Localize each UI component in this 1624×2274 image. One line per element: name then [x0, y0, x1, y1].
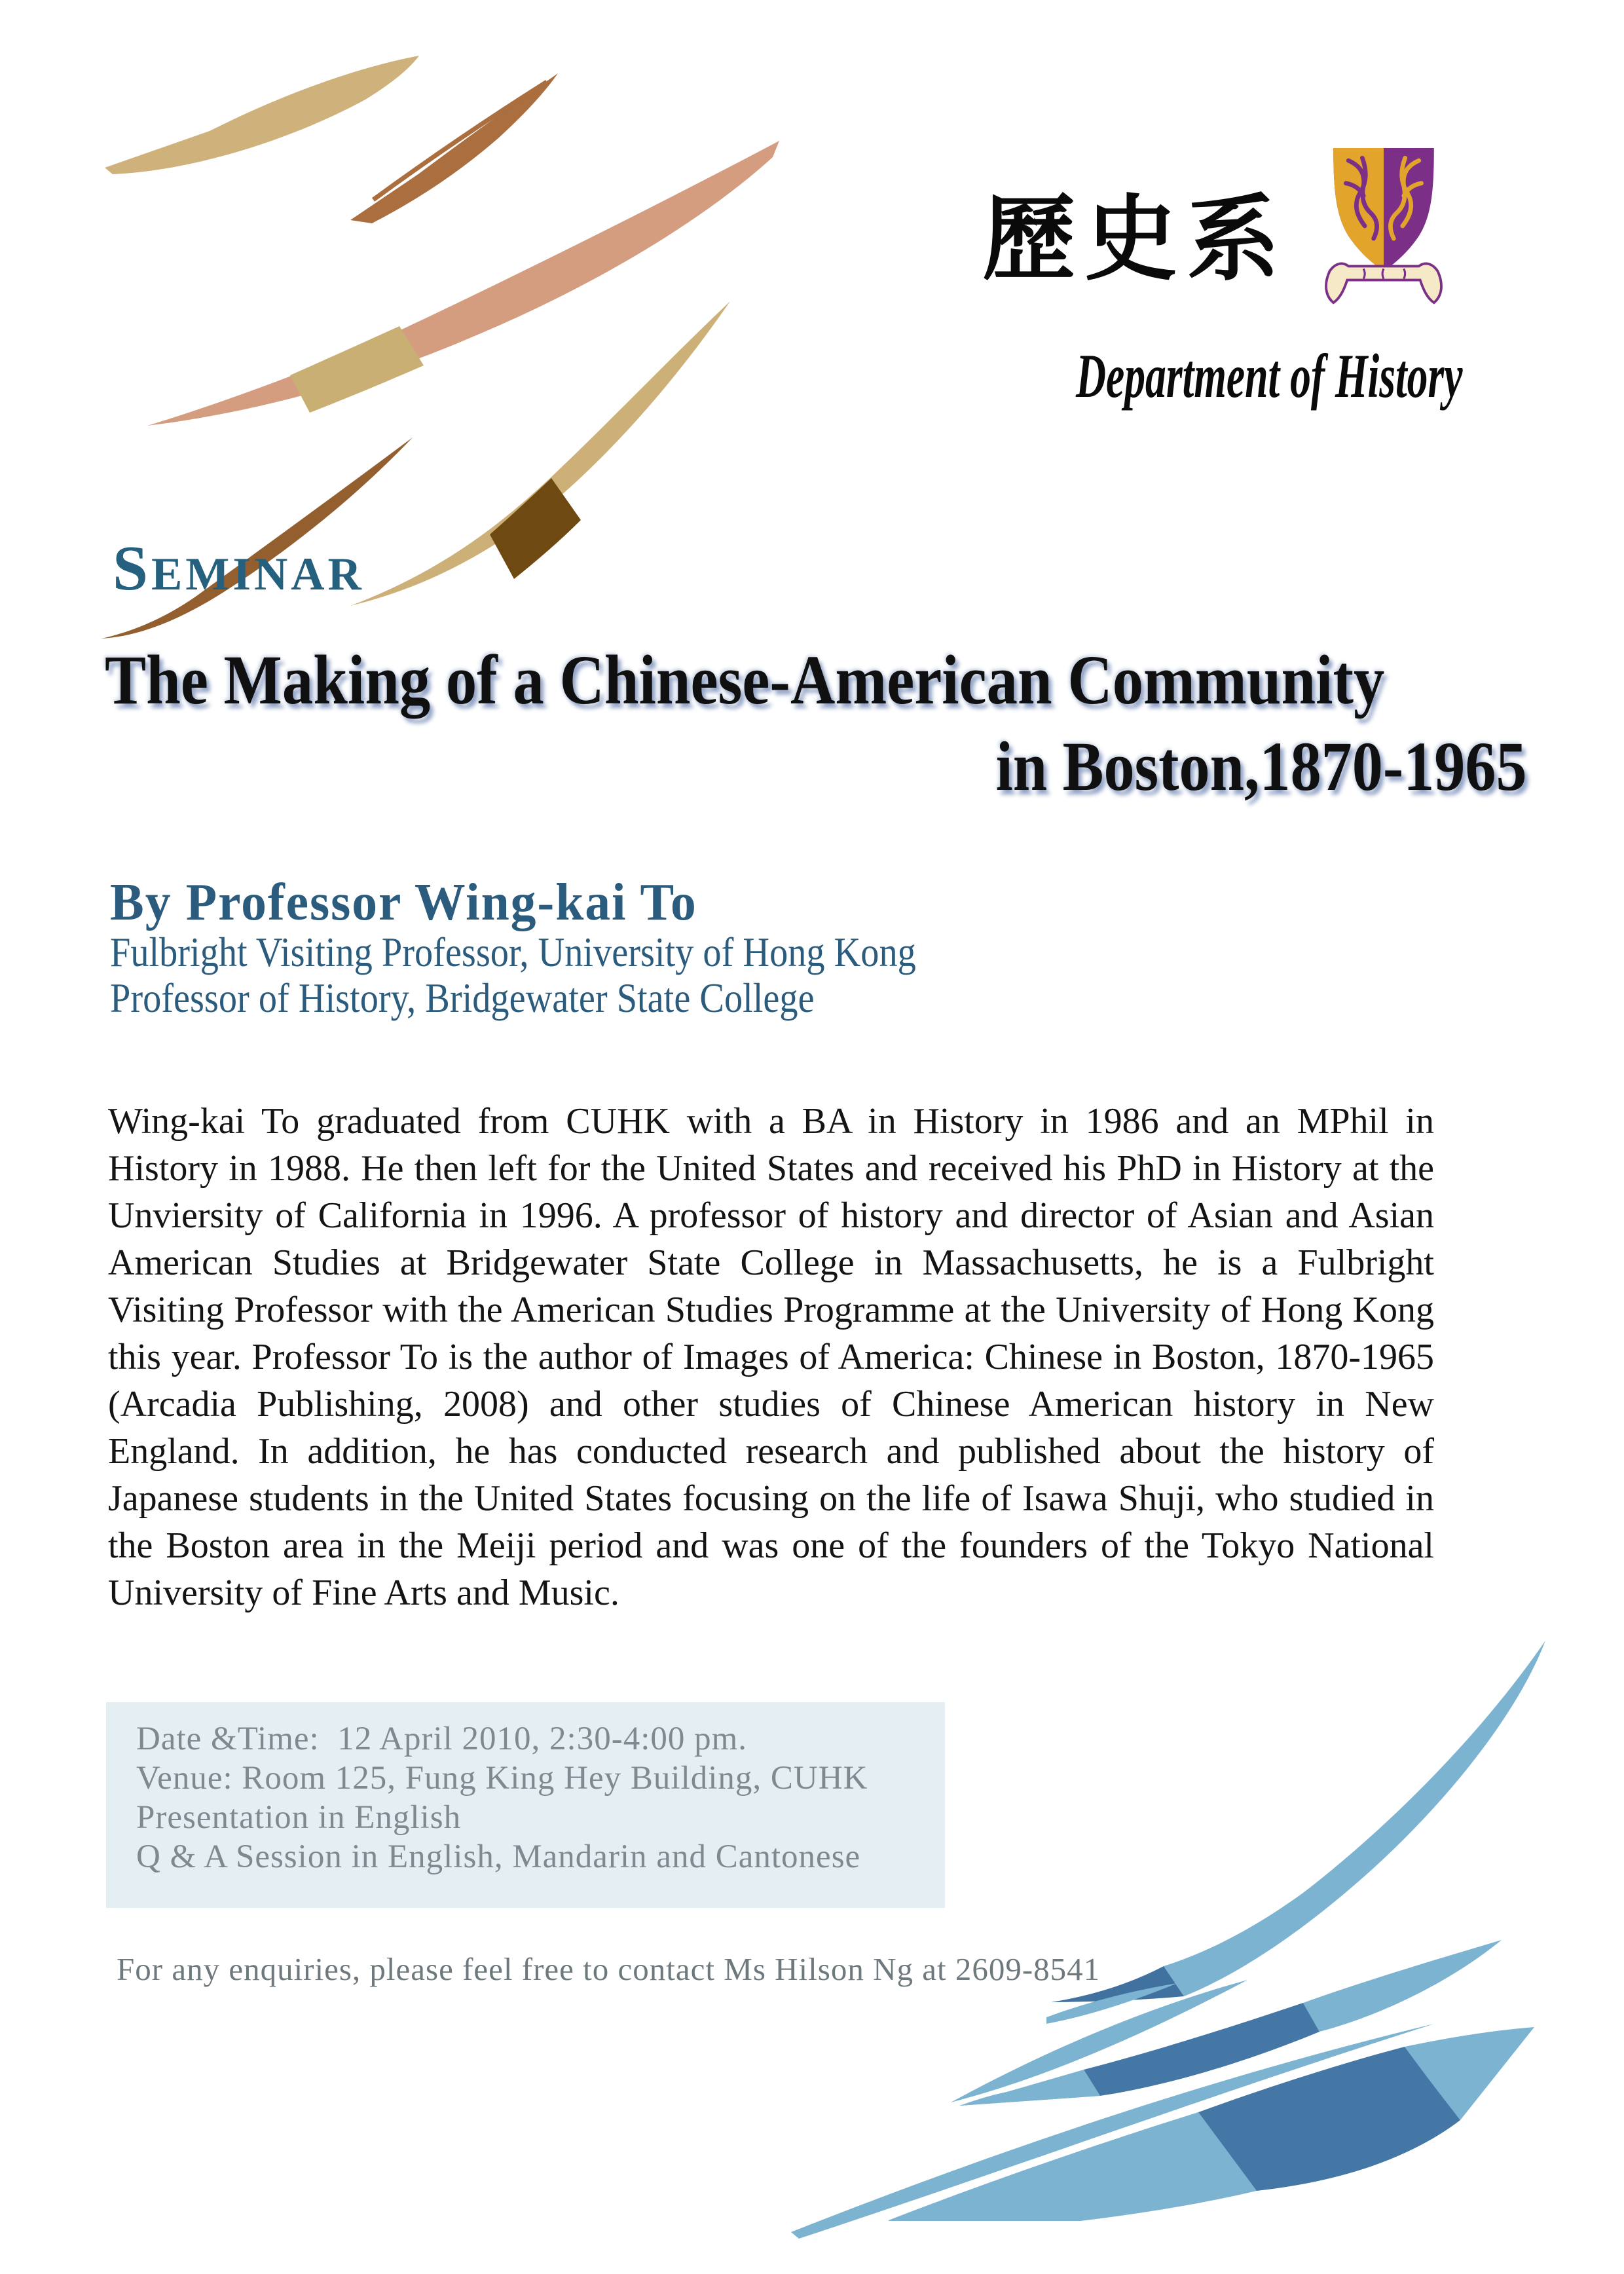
speaker-biography: Wing-kai To graduated from CUHK with a BA in History in 1986 and an MPhil in History in 1988. He then left for the United States and received his PhD in History at the Unviersity of California in 1996. A professor of history and director of Asian and Asian American Studies at Bridgewater State College in Massachusetts, he is a Fulbright Visiting Professor with the American Studies Programme at the University of Hong Kong this year. Professor To is the author of Images of America: Chinese in Boston, 1870-1965 (Arcadia Publishing, 2008) and other studies of Chinese American history in New England. In addition, he has conducted research and published about the history of Japanese students in the United States focusing on the life of Isawa Shuji, who studied in the Boston area in the Meiji period and was one of the founders of the Tokyo National University of Fine Arts and Music.	[108, 1101, 1434, 1613]
cuhk-emblem-logo	[1321, 145, 1447, 307]
contact-enquiries-line: For any enquiries, please feel free to contact Ms Hilson Ng at 2609-8541	[117, 1951, 1101, 1987]
event-qa-languages: Q & A Session in English, Mandarin and Cantonese	[136, 1838, 861, 1875]
event-presentation-language: Presentation in English	[136, 1799, 462, 1836]
brush-strokes-bottom-right-decoration	[786, 1605, 1572, 2274]
speaker-by-line: By Professor Wing-kai To	[110, 874, 697, 931]
seminar-heading-initial: S	[113, 533, 151, 603]
department-name-english: Department of History	[1076, 341, 1463, 411]
department-name-calligraphy: 歷史系	[982, 188, 1289, 291]
event-date-time: Date &Time: 12 April 2010, 2:30-4:00 pm.	[136, 1721, 748, 1757]
poster-title-line1: The Making of a Chinese-American Community	[105, 642, 1385, 719]
poster-title	[105, 641, 1527, 808]
seminar-heading-rest: EMINAR	[151, 549, 365, 600]
speaker-affiliation-2: Professor of History, Bridgewater State College	[110, 975, 815, 1021]
poster-title-line2: in Boston,1870-1965	[996, 728, 1527, 806]
event-venue: Venue: Room 125, Fung King Hey Building, CUHK	[136, 1760, 868, 1797]
speaker-affiliation-1: Fulbright Visiting Professor, University of Hong Kong	[110, 929, 916, 975]
seminar-heading	[113, 532, 365, 605]
